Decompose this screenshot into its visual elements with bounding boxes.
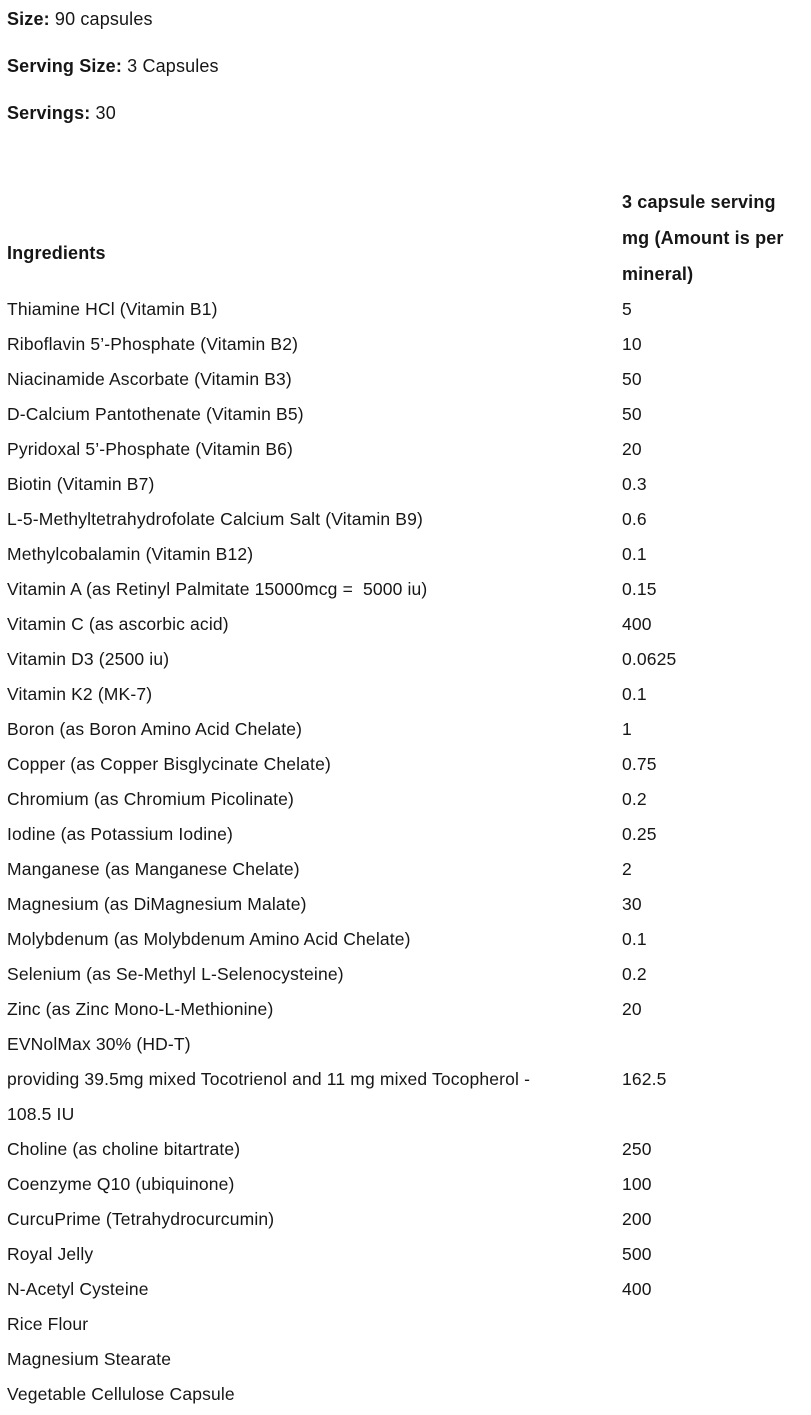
ingredient-name: Rice Flour <box>7 1314 89 1334</box>
table-row <box>7 327 804 362</box>
table-row <box>7 1167 804 1202</box>
ingredients-table-body <box>7 292 804 1412</box>
servings-label: Servings: <box>7 103 91 123</box>
ingredient-name: Molybdenum (as Molybdenum Amino Acid Chelate) <box>7 929 411 949</box>
ingredient-name: Manganese (as Manganese Chelate) <box>7 859 300 879</box>
ingredient-amount: 400 <box>622 614 652 634</box>
table-row <box>7 1307 804 1342</box>
table-row <box>7 502 804 537</box>
ingredient-amount <box>622 1307 804 1342</box>
ingredient-name: CurcuPrime (Tetrahydrocurcumin) <box>7 1209 275 1229</box>
ingredient-amount: 250 <box>622 1139 652 1159</box>
ingredient-amount: 20 <box>622 999 642 1019</box>
amount-column-header: 3 capsule serving mg (Amount is per mineral) <box>622 192 789 284</box>
ingredient-amount: 200 <box>622 1209 652 1229</box>
ingredient-amount: 100 <box>622 1174 652 1194</box>
ingredients-column-header: Ingredients <box>7 243 106 263</box>
ingredients-table-header <box>7 184 804 292</box>
table-row <box>7 607 804 642</box>
serving-size-label: Serving Size: <box>7 56 122 76</box>
ingredient-amount: 0.25 <box>622 824 657 844</box>
ingredient-name: Vitamin K2 (MK-7) <box>7 684 153 704</box>
ingredient-amount: 2 <box>622 859 632 879</box>
ingredient-amount: 0.2 <box>622 789 647 809</box>
ingredient-name: Thiamine HCl (Vitamin B1) <box>7 299 218 319</box>
table-row <box>7 992 804 1027</box>
ingredient-name: L-5-Methyltetrahydrofolate Calcium Salt (Vitamin B9) <box>7 509 423 529</box>
ingredient-amount: 162.5 <box>622 1069 667 1089</box>
ingredient-name: Vegetable Cellulose Capsule <box>7 1384 235 1404</box>
ingredient-amount: 0.3 <box>622 474 647 494</box>
table-row <box>7 1237 804 1272</box>
ingredient-amount: 20 <box>622 439 642 459</box>
ingredient-amount: 0.1 <box>622 684 647 704</box>
ingredient-name: Pyridoxal 5’-Phosphate (Vitamin B6) <box>7 439 294 459</box>
ingredient-name: Coenzyme Q10 (ubiquinone) <box>7 1174 235 1194</box>
size-label: Size: <box>7 9 50 29</box>
table-row <box>7 887 804 922</box>
ingredient-name: Niacinamide Ascorbate (Vitamin B3) <box>7 369 292 389</box>
table-row <box>7 852 804 887</box>
table-row <box>7 747 804 782</box>
table-row <box>7 467 804 502</box>
table-row <box>7 1377 804 1412</box>
table-row <box>7 642 804 677</box>
ingredient-name: Biotin (Vitamin B7) <box>7 474 155 494</box>
ingredient-name: Vitamin D3 (2500 iu) <box>7 649 170 669</box>
table-row <box>7 712 804 747</box>
ingredient-amount: 10 <box>622 334 642 354</box>
ingredient-name: Zinc (as Zinc Mono-L-Methionine) <box>7 999 274 1019</box>
ingredient-name: Methylcobalamin (Vitamin B12) <box>7 544 254 564</box>
ingredient-name: Copper (as Copper Bisglycinate Chelate) <box>7 754 331 774</box>
servings-value: 30 <box>95 103 116 123</box>
ingredient-amount: 0.1 <box>622 544 647 564</box>
ingredient-name: Boron (as Boron Amino Acid Chelate) <box>7 719 303 739</box>
servings-line <box>7 103 811 124</box>
ingredient-name: Iodine (as Potassium Iodine) <box>7 824 233 844</box>
ingredient-name: providing 39.5mg mixed Tocotrienol and 11 mg mixed Tocopherol - 108.5 IU <box>7 1069 536 1124</box>
table-row <box>7 817 804 852</box>
ingredients-table <box>7 184 804 1412</box>
ingredient-name: Selenium (as Se-Methyl L-Selenocysteine) <box>7 964 344 984</box>
ingredient-amount <box>622 1342 804 1377</box>
table-row <box>7 782 804 817</box>
ingredient-amount: 0.2 <box>622 964 647 984</box>
table-row <box>7 1202 804 1237</box>
ingredient-name: Vitamin A (as Retinyl Palmitate 15000mcg = 5000 iu) <box>7 579 428 599</box>
ingredient-name: EVNolMax 30% (HD-T) <box>7 1034 191 1054</box>
table-row <box>7 1342 804 1377</box>
ingredient-amount: 0.0625 <box>622 649 677 669</box>
ingredient-amount: 5 <box>622 299 632 319</box>
ingredient-amount: 50 <box>622 404 642 424</box>
table-row <box>7 432 804 467</box>
ingredient-amount: 400 <box>622 1279 652 1299</box>
ingredient-amount: 30 <box>622 894 642 914</box>
ingredient-amount: 1 <box>622 719 632 739</box>
header-row <box>7 184 804 292</box>
ingredient-amount: 0.6 <box>622 509 647 529</box>
table-row <box>7 1027 804 1062</box>
serving-size-value: 3 Capsules <box>127 56 219 76</box>
table-row <box>7 1132 804 1167</box>
ingredient-name: Magnesium Stearate <box>7 1349 172 1369</box>
table-row <box>7 292 804 327</box>
size-line <box>7 9 811 30</box>
ingredient-name: Riboflavin 5’-Phosphate (Vitamin B2) <box>7 334 299 354</box>
size-value: 90 capsules <box>54 9 153 29</box>
table-row <box>7 572 804 607</box>
ingredient-name: Vitamin C (as ascorbic acid) <box>7 614 229 634</box>
table-row <box>7 397 804 432</box>
ingredient-name: Magnesium (as DiMagnesium Malate) <box>7 894 307 914</box>
ingredient-amount: 50 <box>622 369 642 389</box>
table-row <box>7 1062 804 1132</box>
ingredient-amount: 0.15 <box>622 579 657 599</box>
table-row <box>7 922 804 957</box>
ingredient-name: Choline (as choline bitartrate) <box>7 1139 241 1159</box>
ingredient-amount: 500 <box>622 1244 652 1264</box>
ingredient-name: Chromium (as Chromium Picolinate) <box>7 789 294 809</box>
table-row <box>7 1272 804 1307</box>
ingredient-amount: 0.75 <box>622 754 657 774</box>
table-row <box>7 537 804 572</box>
ingredient-name: D-Calcium Pantothenate (Vitamin B5) <box>7 404 304 424</box>
table-row <box>7 957 804 992</box>
ingredient-amount <box>622 1027 804 1062</box>
serving-size-line <box>7 56 811 77</box>
ingredient-name: N-Acetyl Cysteine <box>7 1279 149 1299</box>
ingredient-amount <box>622 1377 804 1412</box>
table-row <box>7 677 804 712</box>
ingredient-amount: 0.1 <box>622 929 647 949</box>
table-row <box>7 362 804 397</box>
ingredient-name: Royal Jelly <box>7 1244 94 1264</box>
